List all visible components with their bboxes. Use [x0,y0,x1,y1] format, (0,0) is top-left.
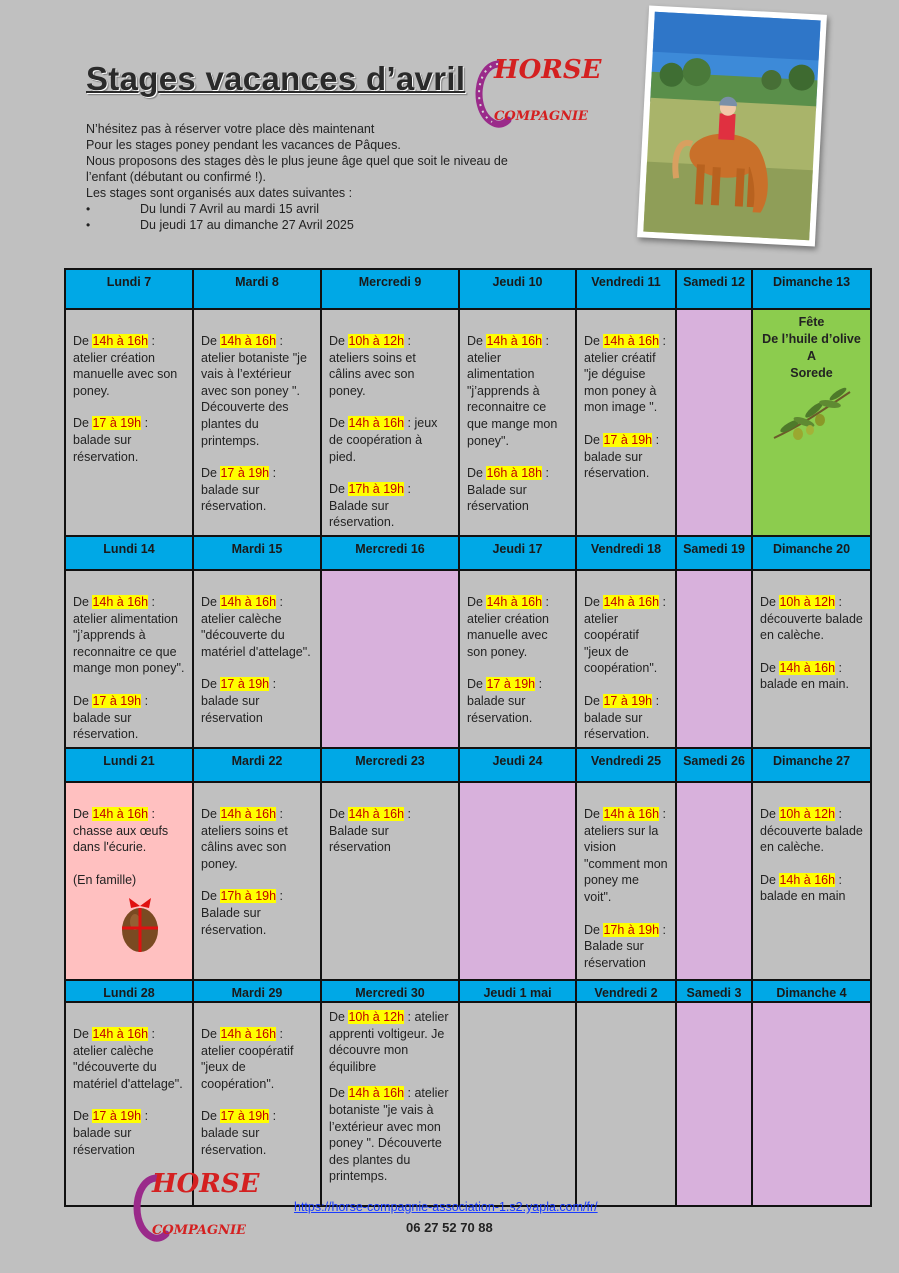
activity-segment: De [201,806,221,821]
activity-segment: De [584,693,604,708]
time-highlight: 17h à 19h [348,482,405,497]
activity-segment: De [584,334,604,348]
logo-h-letter: HORSE [494,55,602,85]
week-activities-row [65,570,871,748]
time-highlight: 14h à 16h [220,1026,277,1041]
activity-segment: De [467,594,487,609]
activity-text [201,888,313,938]
activity-text [760,660,863,693]
time-highlight: 14h à 16h [603,334,660,348]
day-header: Lundi 7 [65,269,193,309]
day-header: Lundi 14 [65,536,193,570]
time-highlight: 17 à 19h [92,1109,142,1124]
horse-compagnie-footer-logo [126,1166,260,1246]
time-highlight: 10h à 12h [779,594,836,609]
time-highlight: 14h à 16h [348,1086,405,1101]
time-highlight: 14h à 16h [348,806,405,821]
day-header: Dimanche 4 [752,980,871,1002]
activity-segment: De [329,482,349,497]
activity-segment: : chasse aux œufs dans l'écurie. [73,806,169,855]
activity-segment: De [329,1086,349,1101]
day-activities-cell [321,570,459,748]
activity-segment: De [584,432,604,447]
time-highlight: 17 à 19h [220,677,270,692]
activity-segment: De [201,466,221,481]
activity-text [73,693,185,743]
time-highlight: 14h à 16h [486,334,543,348]
activity-segment: : balade sur réservation. [584,693,660,742]
activity-segment: De [584,922,604,937]
activity-segment: : atelier alimentation "j’apprends à reconnaitre ce que mange mon poney". [467,334,558,448]
day-activities-cell [752,309,871,536]
day-activities-cell [752,570,871,748]
time-highlight: 17h à 19h [220,889,277,904]
day-header: Mercredi 23 [321,748,459,782]
activity-text [467,333,568,449]
activity-segment: De [760,660,780,675]
time-highlight: 14h à 16h [92,334,149,348]
activity-text [760,594,863,644]
day-activities-cell [193,782,321,980]
activity-segment: : atelier coopératif "jeux de coopération". [201,1026,294,1091]
fete-line: De l’huile d’olive [762,332,861,346]
activity-text [584,333,668,416]
date-list-item: • Du lundi 7 Avril au mardi 15 avril [86,201,516,217]
activity-text [329,1009,451,1075]
activity-text [329,415,451,465]
day-header: Samedi 19 [676,536,752,570]
activity-segment: : Balade sur réservation [467,466,550,514]
day-header: Mercredi 30 [321,980,459,1002]
intro-text [86,121,516,233]
date-list-item: • Du jeudi 17 au dimanche 27 Avril 2025 [86,217,516,233]
activity-segment: : balade sur réservation [201,677,277,725]
activity-segment: De [73,1109,93,1124]
day-header: Jeudi 10 [459,269,576,309]
time-highlight: 16h à 18h [486,466,543,481]
time-highlight: 17 à 19h [220,1109,270,1124]
time-highlight: 10h à 12h [348,334,405,348]
activity-segment: De [201,1109,221,1124]
time-highlight: 10h à 12h [779,806,836,821]
time-highlight: 14h à 16h [92,806,149,821]
day-header: Dimanche 20 [752,536,871,570]
activity-segment: (En famille) [73,872,137,887]
activity-segment: De [329,1009,349,1024]
day-activities-cell [459,1002,576,1206]
fete-line: Fête [798,315,825,329]
activity-text [584,806,668,906]
activity-segment: : Balade sur réservation [584,922,667,970]
logo-compagnie-text: COMPAGNIE [494,109,588,124]
activity-segment: : balade sur réservation. [467,677,543,725]
activity-text [73,415,185,465]
day-header: Mardi 22 [193,748,321,782]
activity-segment: : découverte balade en calèche. [760,594,863,643]
activity-text [201,1108,313,1158]
day-activities-cell [65,570,193,748]
day-activities-cell [459,309,576,536]
day-header: Vendredi 2 [576,980,676,1002]
fete-line: Sorede [790,366,833,380]
day-header: Mercredi 9 [321,269,459,309]
day-activities-cell [676,309,752,536]
day-header: Vendredi 11 [576,269,676,309]
activity-segment: De [73,1026,93,1041]
time-highlight: 14h à 16h [92,1026,149,1041]
activity-text [73,1108,185,1158]
day-header: Vendredi 25 [576,748,676,782]
activity-segment: : balade sur réservation. [201,1109,277,1157]
activity-segment: De [760,806,780,821]
activity-segment: : balade en main. [760,660,849,692]
day-activities-cell [576,782,676,980]
activity-text [329,1085,451,1185]
time-highlight: 17 à 19h [486,677,536,692]
day-header: Mardi 29 [193,980,321,1002]
day-activities-cell [676,570,752,748]
activity-segment: : balade sur réservation [73,1109,149,1157]
activity-text [73,333,185,399]
activity-segment: : atelier calèche "découverte du matériel d'attelage". [73,1026,183,1091]
week-header-row [65,536,871,570]
day-header: Mardi 8 [193,269,321,309]
intro-line: Nous proposons des stages dès le plus jeune âge quel que soit le niveau de l’enfant (débutant ou confirmé !). [86,154,508,184]
activity-text [584,432,668,482]
day-header: Jeudi 1 mai [459,980,576,1002]
activity-segment: De [760,594,780,609]
activity-text [73,1026,185,1092]
time-highlight: 17h à 19h [603,922,660,937]
time-highlight: 14h à 16h [220,594,277,609]
day-header: Lundi 28 [65,980,193,1002]
activity-segment: : balade sur réservation. [73,416,149,464]
phone-number: 06 27 52 70 88 [406,1220,493,1235]
day-header: Dimanche 27 [752,748,871,782]
activity-text [584,693,668,743]
activity-segment: : jeux de coopération à pied. [329,416,438,464]
activity-segment: De [201,1026,221,1041]
activity-segment: : Balade sur réservation. [329,482,412,530]
activity-segment: : Balade sur réservation. [201,889,284,937]
time-highlight: 17 à 19h [92,693,142,708]
time-highlight: 14h à 16h [779,660,836,675]
time-highlight: 14h à 16h [603,594,660,609]
day-activities-cell [321,782,459,980]
activity-segment: : atelier apprenti voltigeur. Je découvre mon équilibre [329,1009,449,1074]
week-activities-row [65,782,871,980]
intro-line: Pour les stages poney pendant les vacances de Pâques. [86,138,401,152]
activity-segment: De [73,594,93,609]
activity-segment: De [467,334,487,348]
day-activities-cell [676,782,752,980]
activity-text [329,333,451,399]
activity-segment: De [201,594,221,609]
day-activities-cell [576,570,676,748]
activity-segment: De [73,806,93,821]
activity-segment: : balade en main [760,872,846,904]
activity-segment: : atelier botaniste "je vais à l’extérieur avec son poney ". Découverte des plantes du printemps. [201,334,307,448]
activity-text [329,806,451,856]
activity-text [201,465,313,515]
day-activities-cell [752,1002,871,1206]
activity-segment: : atelier coopératif "jeux de coopération". [584,594,667,676]
activity-segment: De [73,416,93,431]
day-activities-cell [321,309,459,536]
activity-segment: De [584,806,604,821]
activity-segment: : ateliers soins et câlins avec son poney. [201,806,288,871]
time-highlight: 17 à 19h [220,466,270,481]
time-highlight: 14h à 16h [603,806,660,821]
activity-segment: De [467,466,487,481]
logo-compagnie-text: COMPAGNIE [152,1223,246,1238]
activity-text [201,1026,313,1092]
horse-compagnie-logo [468,52,602,132]
time-highlight: 14h à 16h [220,806,277,821]
time-highlight: 17 à 19h [603,432,653,447]
day-activities-cell [65,782,193,980]
activity-text [584,922,668,972]
logo-h-letter: HORSE [152,1169,260,1199]
day-activities-cell [576,309,676,536]
time-highlight: 17 à 19h [603,693,653,708]
day-activities-cell [193,570,321,748]
day-activities-cell [459,570,576,748]
time-highlight: 14h à 16h [779,872,836,887]
calendar-table [64,268,872,1207]
activity-segment: : découverte balade en calèche. [760,806,863,855]
activity-text [73,594,185,677]
activity-segment: : atelier création manuelle avec son poney. [467,594,550,659]
time-highlight: 14h à 16h [486,594,543,609]
activity-segment: : atelier création manuelle avec son poney. [73,334,178,398]
activity-text [73,806,185,856]
time-highlight: 17 à 19h [92,416,142,431]
intro-line: Les stages sont organisés aux dates suivantes : [86,186,353,200]
activity-segment: : Balade sur réservation [329,806,412,855]
activity-text [760,806,863,856]
activity-text [467,594,568,660]
day-header: Samedi 3 [676,980,752,1002]
activity-text [201,594,313,660]
activity-segment: : atelier créatif "je déguise mon poney à mon image ". [584,334,667,415]
day-header: Lundi 21 [65,748,193,782]
intro-line: N’hésitez pas à réserver votre place dès maintenant [86,122,375,136]
day-header: Vendredi 18 [576,536,676,570]
activity-segment: : atelier alimentation "j’apprends à reconnaitre ce que mange mon poney". [73,594,185,676]
fete-line: A [806,349,817,363]
activity-segment: De [467,677,487,692]
week-activities-row [65,309,871,536]
activity-segment: De [201,889,221,904]
activity-segment: De [73,693,93,708]
time-highlight: 10h à 12h [348,1009,405,1024]
child-on-pony-photo [637,6,827,247]
activity-segment: : atelier calèche "découverte du matériel d'attelage". [201,594,311,659]
activity-segment: : balade sur réservation. [584,432,660,481]
activity-segment: De [329,416,349,431]
activity-text [467,465,568,515]
day-header: Mardi 15 [193,536,321,570]
time-highlight: 14h à 16h [348,416,405,431]
activity-text [329,481,451,531]
day-header: Dimanche 13 [752,269,871,309]
olive-branch-icon [770,386,854,446]
week-header-row [65,748,871,782]
activity-segment: De [760,872,780,887]
day-activities-cell [676,1002,752,1206]
day-header: Mercredi 16 [321,536,459,570]
day-header: Jeudi 17 [459,536,576,570]
day-activities-cell [752,782,871,980]
day-activities-cell [193,309,321,536]
activity-text [760,872,863,905]
activity-segment: : balade sur réservation. [73,693,149,742]
day-header: Samedi 26 [676,748,752,782]
day-activities-cell [459,782,576,980]
time-highlight: 14h à 16h [92,594,149,609]
week-header-row [65,269,871,309]
day-header: Samedi 12 [676,269,752,309]
easter-egg-icon [117,894,163,954]
activity-segment: : ateliers soins et câlins avec son poney. [329,334,416,398]
week-header-row [65,980,871,1002]
activity-text [201,806,313,872]
activity-segment: : atelier botaniste "je vais à l’extérieur avec mon poney ". Découverte des plantes du printemps. [329,1086,449,1184]
activity-text [73,872,185,889]
date-list [86,201,516,233]
activity-segment: De [584,594,604,609]
activity-segment: De [73,334,93,348]
day-activities-cell [65,309,193,536]
activity-text [584,594,668,677]
page-title: Stages vacances d’avril [86,60,466,97]
day-activities-cell [321,1002,459,1206]
activity-segment: De [329,806,349,821]
activity-segment: De [201,677,221,692]
website-link[interactable]: https://horse-compagnie-association-1.s2.yapla.com/fr/ [294,1200,598,1214]
time-highlight: 14h à 16h [220,334,277,348]
activity-text [201,676,313,726]
activity-segment: De [201,334,221,348]
activity-text [467,676,568,726]
day-activities-cell [576,1002,676,1206]
activity-segment: De [329,334,349,348]
activity-segment: : balade sur réservation. [201,466,277,514]
activity-text [201,333,313,449]
day-header: Jeudi 24 [459,748,576,782]
activity-segment: : ateliers sur la vision "comment mon poney me voit". [584,806,668,904]
